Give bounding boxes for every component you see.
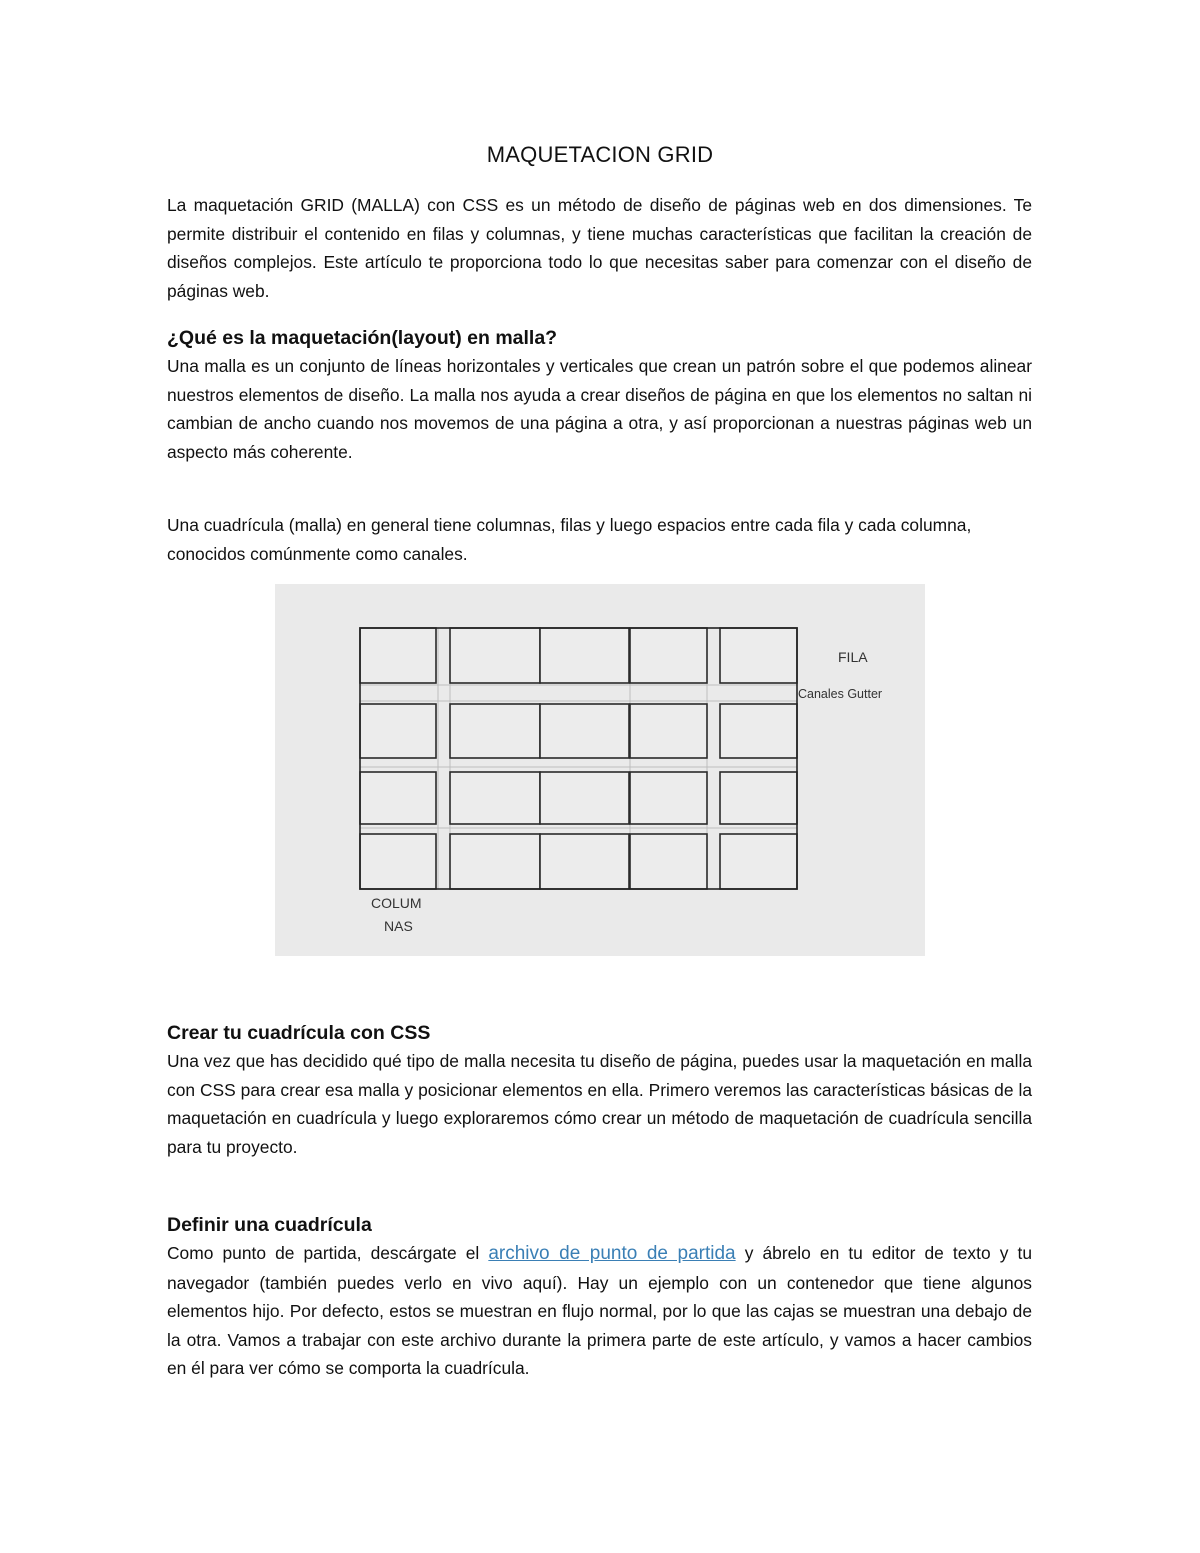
grid-cell-r4-c5 xyxy=(720,834,797,889)
define-grid-text-before-link: Como punto de partida, descárgate el xyxy=(167,1243,489,1263)
grid-cell-r1-c4 xyxy=(630,628,707,683)
grid-diagram-svg xyxy=(275,584,925,956)
grid-cell-r3-c3 xyxy=(540,772,629,824)
section-create-grid xyxy=(167,1019,1032,1161)
grid-cell-r3-c5 xyxy=(720,772,797,824)
grid-cell-r4-c4 xyxy=(630,834,707,889)
gutter-label: Canales Gutter xyxy=(798,687,883,701)
grid-cell-r1-c5 xyxy=(720,628,797,683)
grid-cell-r1-c1 xyxy=(360,628,436,683)
document-title: MAQUETACION GRID xyxy=(486,142,714,167)
grid-cell-r4-c2 xyxy=(450,834,540,889)
grid-cell-r1-c3 xyxy=(540,628,629,683)
section-paragraph-create-grid: Una vez que has decidido qué tipo de malla necesita tu diseño de página, puedes usar la maquetación en malla con CSS para crear esa malla y posicionar elementos en ella. Primero veremos las características básicas de la maquetación en cuadrícula y luego exploraremos cómo crear un método de maquetación de cuadrícula sencilla para tu proyecto. xyxy=(167,1051,1032,1157)
grid-cell-r2-c2 xyxy=(450,704,540,758)
gutter-explanation-block xyxy=(167,511,1032,568)
section-paragraph-grid-definition: Una malla es un conjunto de líneas horizontales y verticales que crean un patrón sobre el que podemos alinear nuestros elementos de diseño. La malla nos ayuda a crear diseños de página en que los elementos no saltan ni cambian de ancho cuando nos movemos de una página a otra, y así proporcionan a nuestras páginas web un aspecto más coherente. xyxy=(167,356,1032,462)
grid-cell-r3-c4 xyxy=(630,772,707,824)
columns-label-line1: COLUM xyxy=(371,895,422,911)
grid-cell-r1-c2 xyxy=(450,628,540,683)
grid-cell-r3-c1 xyxy=(360,772,436,824)
section-paragraph-define-grid xyxy=(167,1239,1032,1383)
grid-diagram xyxy=(275,584,925,956)
section-heading-define-grid: Definir una cuadrícula xyxy=(167,1214,372,1236)
define-grid-text-after-link: y ábrelo en tu editor de texto y tu navegador (también puedes verlo en vivo aquí). Hay un ejemplo con un contenedor que tiene algunos elementos hijo. Por defecto, estos se muestran en flujo normal, por lo que las cajas se muestran una debajo de la otra. Vamos a trabajar con este archivo durante la primera parte de este artículo, y vamos a hacer cambios en él para ver cómo se comporta la cuadrícula. xyxy=(167,1243,1032,1379)
section-heading-create-grid: Crear tu cuadrícula con CSS xyxy=(167,1022,431,1044)
grid-cell-r2-c3 xyxy=(540,704,629,758)
intro-block xyxy=(167,191,1032,305)
grid-cell-r2-c5 xyxy=(720,704,797,758)
grid-cells xyxy=(360,628,797,889)
section-what-is-grid xyxy=(167,324,1032,466)
section-define-grid xyxy=(167,1211,1032,1383)
intro-paragraph: La maquetación GRID (MALLA) con CSS es un método de diseño de páginas web en dos dimensiones. Te permite distribuir el contenido en filas y columnas, y tiene muchas características que facilitan la creación de diseños complejos. Este artículo te proporciona todo lo que necesitas saber para comenzar con el diseño de páginas web. xyxy=(167,195,1032,301)
columns-label-line2: NAS xyxy=(384,918,413,934)
section-paragraph-gutters: Una cuadrícula (malla) en general tiene columnas, filas y luego espacios entre cada fila y cada columna, conocidos comúnmente como canales. xyxy=(167,515,972,564)
grid-cell-r4-c3 xyxy=(540,834,629,889)
row-label: FILA xyxy=(838,649,868,665)
grid-cell-r3-c2 xyxy=(450,772,540,824)
grid-cell-r2-c1 xyxy=(360,704,436,758)
section-heading-what-is-grid: ¿Qué es la maquetación(layout) en malla? xyxy=(167,327,558,349)
grid-cell-r4-c1 xyxy=(360,834,436,889)
starting-file-link[interactable]: archivo de punto de partida xyxy=(488,1243,736,1264)
grid-cell-r2-c4 xyxy=(630,704,707,758)
